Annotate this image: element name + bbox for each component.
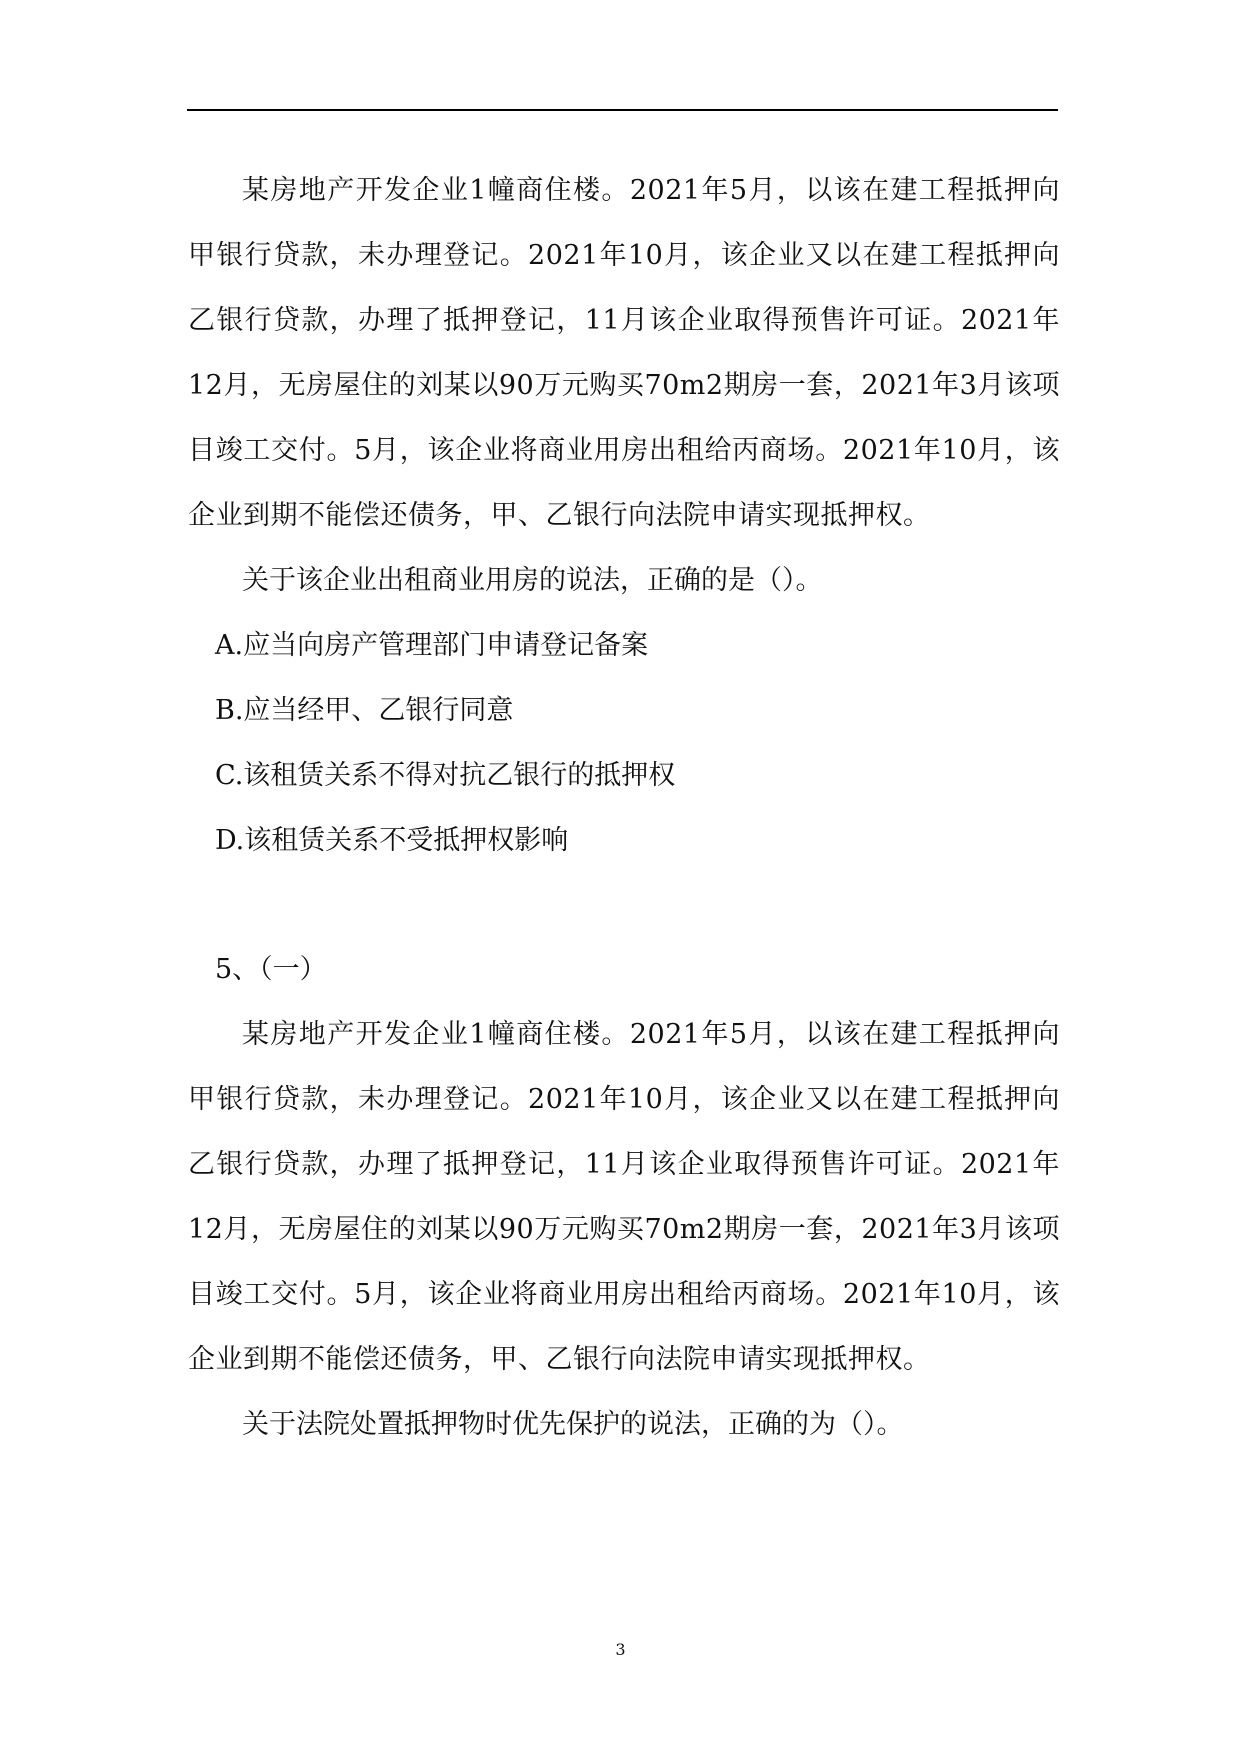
question-text: 关于该企业出租商业用房的说法，正确的是（）。 bbox=[242, 565, 823, 596]
question-number: 5、（一） bbox=[215, 954, 327, 985]
option-c: C.该租赁关系不得对抗乙银行的抵押权 bbox=[215, 760, 676, 791]
case-passage-2: 某房地产开发企业1幢商住楼。2021年5月，以该在建工程抵押向甲银行贷款，未办理登记。2021年10月，该企业又以在建工程抵押向乙银行贷款，办理了抵押登记，11月该企业取得预售许可证。2021年12月，无房屋住的刘某以90万元购买70m2期房一套，2021年3月该项目竣工交付。5月，该企业将商业用房出租给丙商场。2021年10月，该企业到期不能偿还债务，甲、乙银行向法院申请实现抵押权。 bbox=[188, 1019, 1060, 1375]
page-content bbox=[188, 158, 1060, 1457]
section-spacer bbox=[188, 873, 1060, 937]
option-b: B.应当经甲、乙银行同意 bbox=[215, 695, 514, 726]
option-a: A.应当向房产管理部门申请登记备案 bbox=[215, 630, 649, 661]
header-rule bbox=[187, 109, 1058, 111]
page-number: 3 bbox=[615, 1640, 626, 1659]
option-d: D.该租赁关系不受抵押权影响 bbox=[215, 825, 569, 856]
case-passage: 某房地产开发企业1幢商住楼。2021年5月，以该在建工程抵押向甲银行贷款，未办理登记。2021年10月，该企业又以在建工程抵押向乙银行贷款，办理了抵押登记，11月该企业取得预售许可证。2021年12月，无房屋住的刘某以90万元购买70m2期房一套，2021年3月该项目竣工交付。5月，该企业将商业用房出租给丙商场。2021年10月，该企业到期不能偿还债务，甲、乙银行向法院申请实现抵押权。 bbox=[188, 175, 1060, 531]
question-text-2: 关于法院处置抵押物时优先保护的说法，正确的为（）。 bbox=[242, 1409, 904, 1440]
